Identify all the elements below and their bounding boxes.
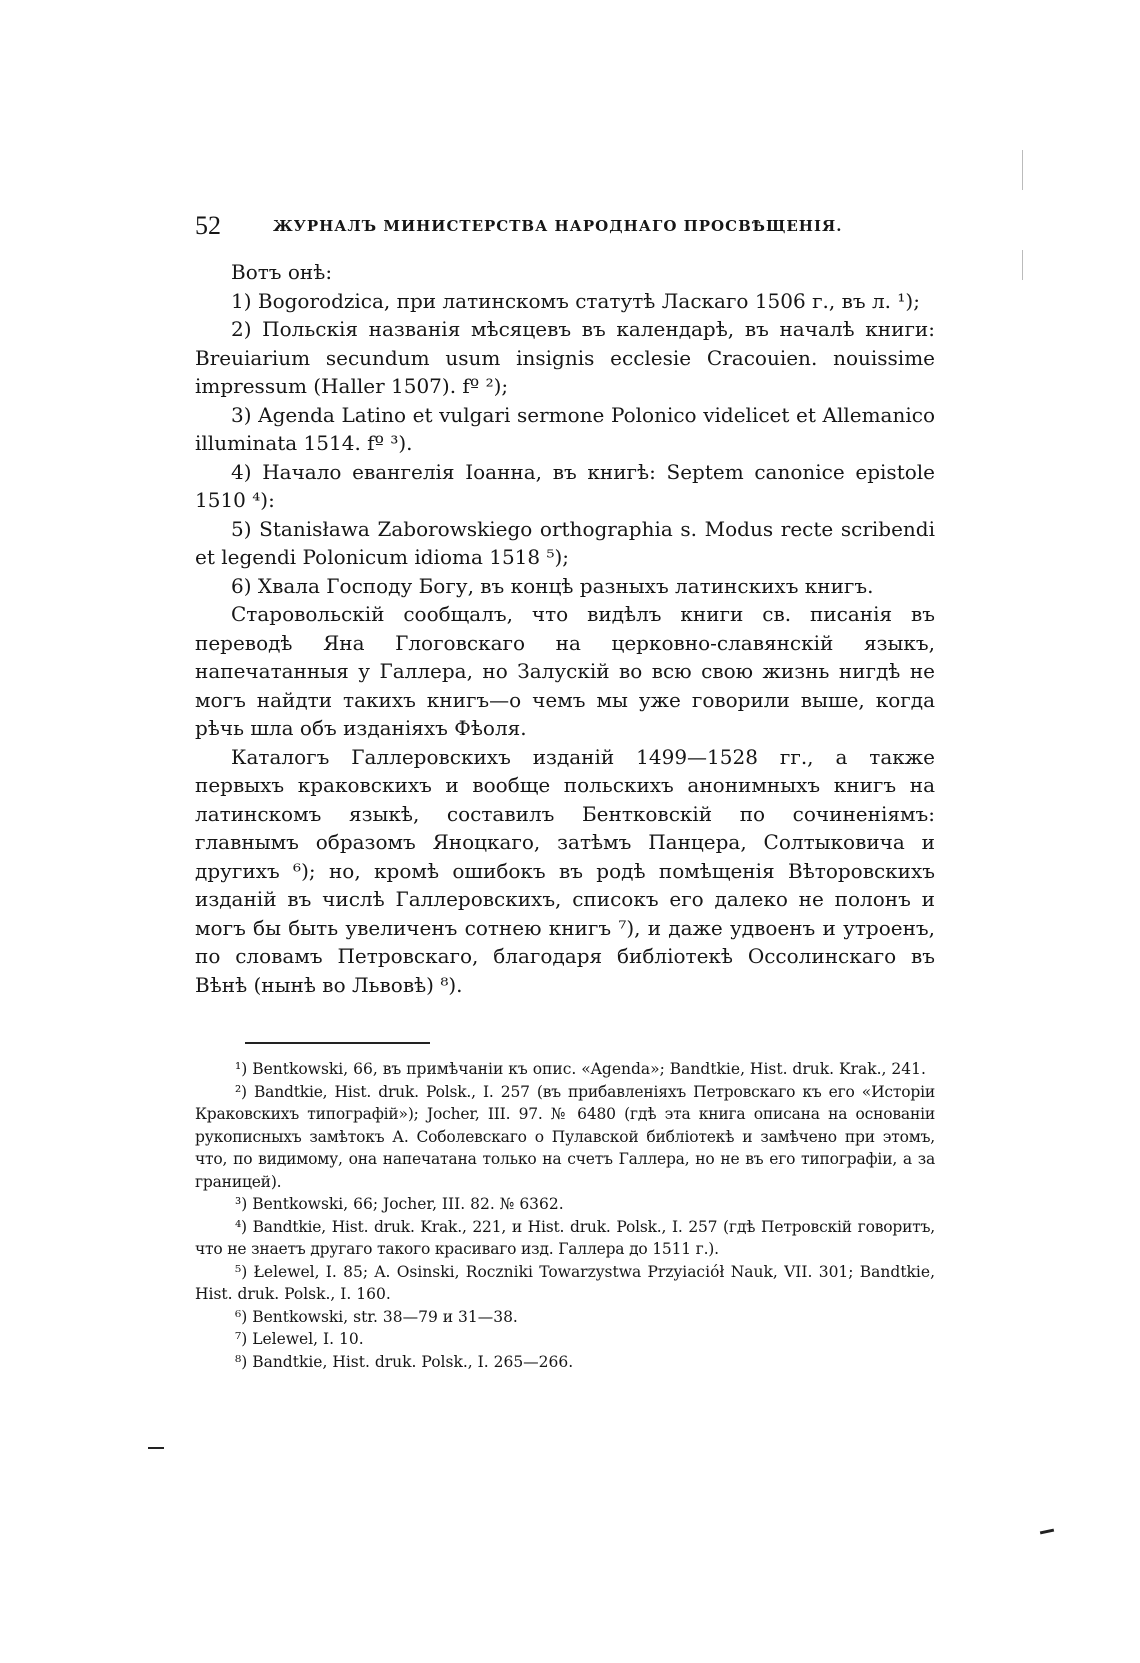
margin-mark [1022, 150, 1023, 190]
scan-artifact [148, 1447, 164, 1449]
running-title: ЖУРНАЛЪ МИНИСТЕРСТВА НАРОДНАГО ПРОСВѢЩЕНІЯ. [273, 217, 843, 235]
list-item-3: 3) Agenda Latino et vulgari sermone Polonico videlicet et Allemanico illuminata 1514. fº ³). [195, 402, 935, 455]
list-item-1: 1) Bogorodzica, при латинскомъ статутѣ Ласкаго 1506 г., въ л. ¹); [231, 288, 920, 313]
footnote-4: ⁴) Bandtkie, Hist. druk. Krak., 221, и Hist. druk. Polsk., I. 257 (гдѣ Петровскій говоритъ, что не знаетъ другаго такого красиваго изд. Галлера до 1511 г.). [195, 1217, 935, 1258]
footnote-1: ¹) Bentkowski, 66, въ примѣчаніи къ опис. «Agenda»; Bandtkie, Hist. druk. Krak., 241. [235, 1060, 926, 1078]
main-text [195, 258, 935, 999]
footnote-7: ⁷) Lelewel, I. 10. [235, 1330, 364, 1348]
list-item-6: 6) Хвала Господу Богу, въ концѣ разныхъ латинскихъ книгъ. [231, 573, 874, 598]
paragraph-catalog: Каталогъ Галлеровскихъ изданій 1499—1528 гг., а также первыхъ краковскихъ и вообще польскихъ анонимныхъ книгъ на латинскомъ языкѣ, составилъ Бентковскій по сочиненіямъ: главнымъ образомъ Яноцкаго, затѣмъ Панцера, Солтыковича и другихъ ⁶); но, кромѣ ошибокъ въ родѣ помѣщенія Вѣторовскихъ изданій въ числѣ Галлеровскихъ, списокъ его далеко не полонъ и могъ бы быть увеличенъ сотнею книгъ ⁷), и даже удвоенъ и утроенъ, по словамъ Петровскаго, благодаря библіотекѣ Оссолинскаго въ Вѣнѣ (нынѣ во Львовѣ) ⁸). [195, 744, 935, 997]
page-header [195, 210, 935, 242]
footnote-8: ⁸) Bandtkie, Hist. druk. Polsk., I. 265—266. [235, 1352, 574, 1371]
footnote-5: ⁵) Łelewel, I. 85; A. Osinski, Roczniki Towarzystwa Przyiaciół Nauk, VII. 301; Bandtkie, Hist. druk. Polsk., I. 160. [195, 1262, 935, 1303]
footnote-3: ³) Bentkowski, 66; Jocher, III. 82. № 6362. [235, 1195, 564, 1213]
list-item-2: 2) Польскія названія мѣсяцевъ въ календарѣ, въ началѣ книги: Breuiarium secundum usum insignis ecclesie Cracouien. nouissime impressum (Haller 1507). fº ²); [195, 317, 935, 398]
page-number: 52 [195, 211, 221, 240]
intro-line: Вотъ онѣ: [231, 260, 333, 284]
margin-mark [1022, 250, 1023, 280]
footnotes [195, 1058, 935, 1373]
scan-artifact [1040, 1529, 1054, 1535]
paragraph-starovolsky: Старовольскій сообщалъ, что видѣлъ книги св. писанія въ переводѣ Яна Глоговскаго на церковно-славянскій языкъ, напечатанныя у Галлера, но Залускій во всю свою жизнь нигдѣ не могъ найдти такихъ книгъ—о чемъ мы уже говорили выше, когда рѣчь шла объ изданіяхъ Фѣоля. [195, 602, 935, 740]
list-item-4: 4) Начало евангелія Іоанна, въ книгѣ: Septem canonice epistole 1510 ⁴): [195, 459, 935, 512]
footnote-divider [245, 1042, 430, 1044]
footnote-2: ²) Bandtkie, Hist. druk. Polsk., I. 257 (въ прибавленіяхъ Петровскаго къ его «Исторіи Краковскихъ типографій»); Jocher, III. 97. № 6480 (гдѣ эта книга описана на основаніи рукописныхъ замѣтокъ А. Соболевскаго о Пулавской библіотекѣ и замѣчено при этомъ, что, по видимому, она напечатана только на счетъ Галлера, но не въ его типографіи, а за границей). [195, 1082, 935, 1191]
footnote-6: ⁶) Bentkowski, str. 38—79 и 31—38. [235, 1307, 518, 1326]
list-item-5: 5) Stanisława Zaborowskiego orthographia s. Modus recte scribendi et legendi Polonicum idioma 1518 ⁵); [195, 516, 935, 569]
